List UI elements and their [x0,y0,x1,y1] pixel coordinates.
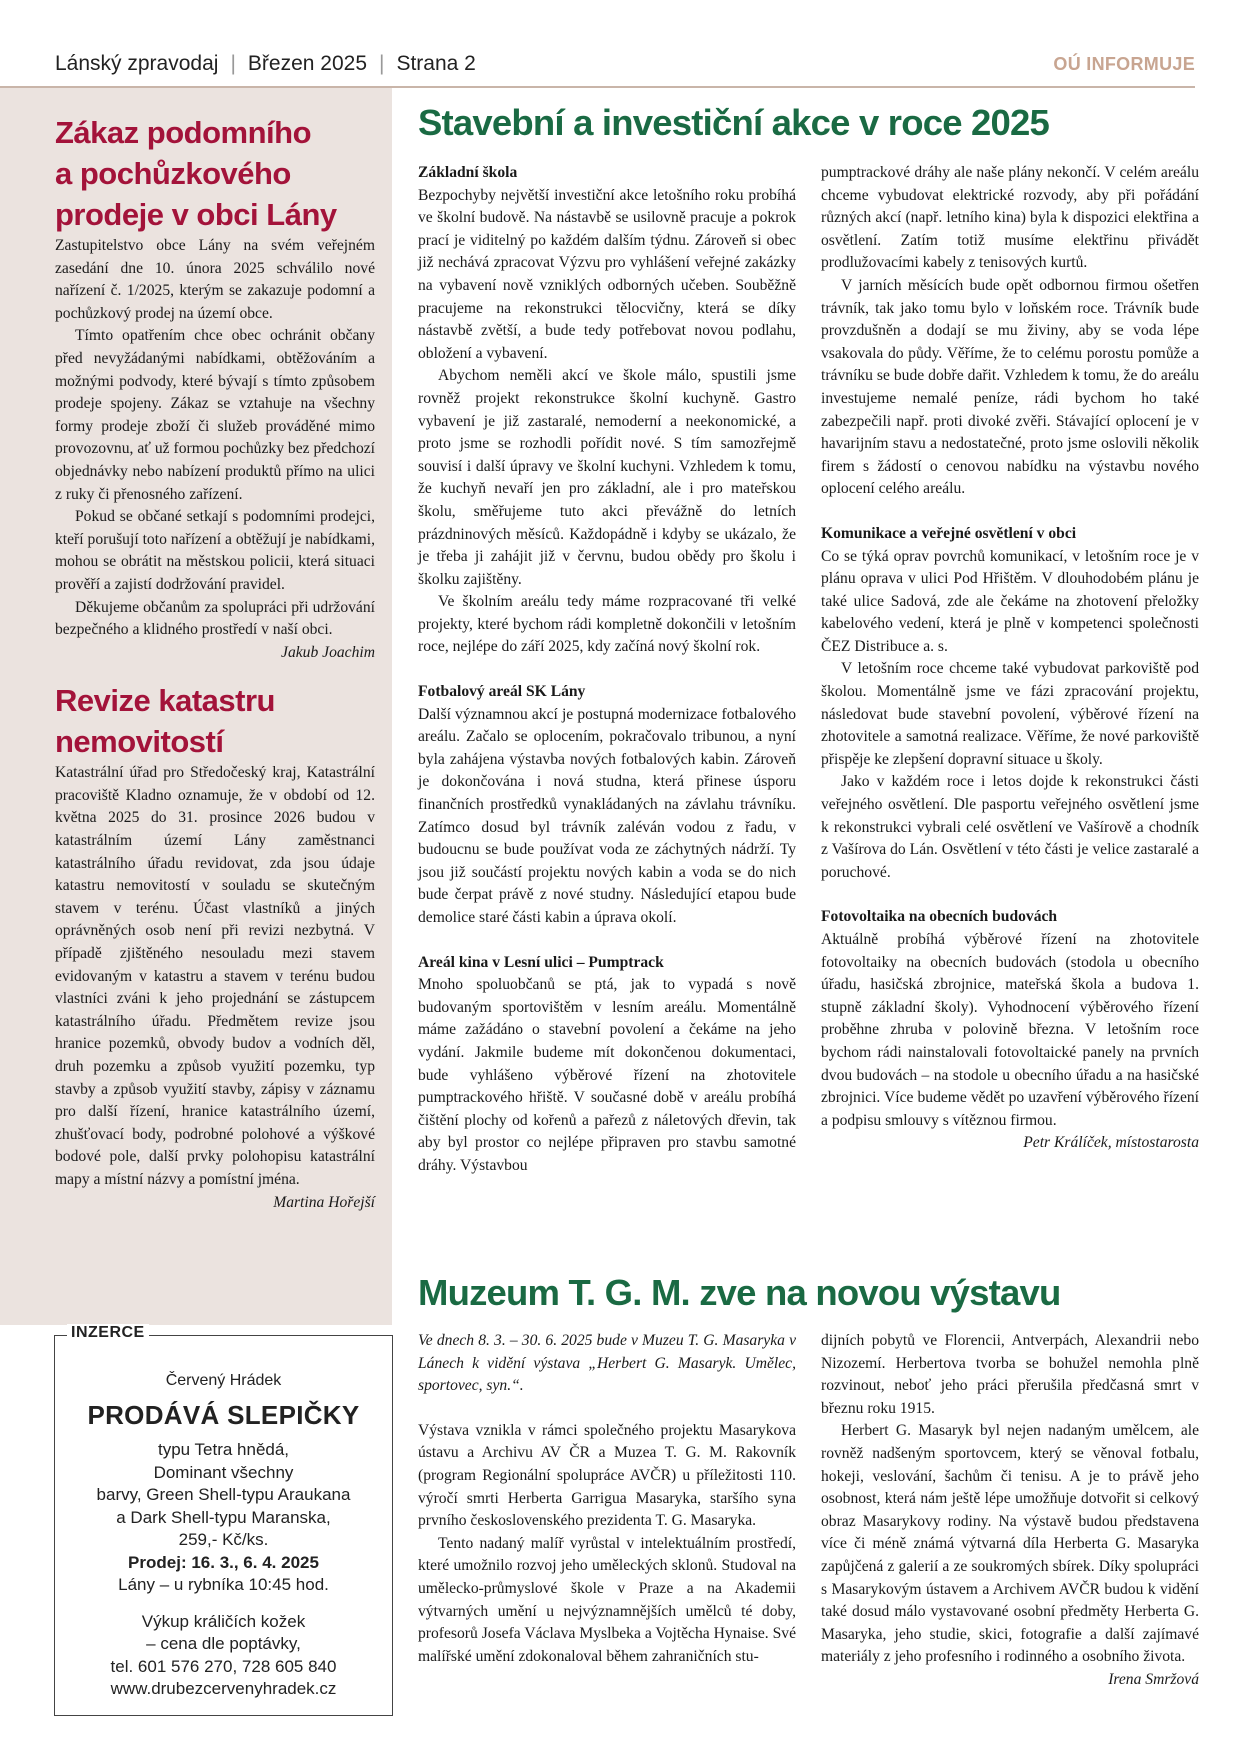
paragraph: Výstava vznikla v rámci společného projektu Masarykova ústavu a Archivu AV ČR a Muzea T. G. M. Rakovník (program Regionální spolupráce AVČR) u příležitosti 110. výročí smrti Herberta Garrigua Masaryka, staršího syna prvního československého prezidenta T. G. Masaryka. [418,1421,796,1530]
paragraph: Děkujeme občanům za spolupráci při udržování bezpečného a klidného prostředí v naší obci. [55,598,375,639]
header-separator: | [379,52,385,75]
section-heading: Fotbalový areál SK Lány [418,683,586,701]
section-heading: Areál kina v Lesní ulici – Pumptrack [418,953,664,971]
paragraph: Zastupitelstvo obce Lány na svém veřejném zasedání dne 10. února 2025 schválilo nové nařízení č. 1/2025, kterým se zakazuje podomní a pochůzkový prodej na území obce. [55,237,375,322]
publication-name: Lánský zpravodaj [55,52,219,75]
paragraph: V jarních měsících bude opět odbornou firmou ošetřen trávník, tak jako tomu bylo v loňském roce. Trávník bude provzdušněn a dodají se mu živiny, aby se voda lépe vsakovala do půdy. Věříme, že to celému porostu pomůže a trávníku se bude dobře dařit. Vzhledem k tomu, že do areálu investujeme nemalé peníze, rádi bychom ho také zabezpečili např. proti divoké zvěři. Stávající oplocení je v havarijním stavu a nedostatečné, proto jsme oslovili několik firem s žádostí o cenovou nabídku na výstavbu nového oplocení celého areálu. [821,276,1199,498]
paragraph: Mnoho spoluobčanů se ptá, jak to vypadá s nově budovaným sportovištěm v lesním areálu. Momentálně máme zažádáno o stavební povolení a čekáme na jeho vydání. Jakmile budeme mít dokončenou dokumentaci, bude vyhlášeno výběrové řízení na zhotovitele pumptrackového hřiště. V současné době v areálu probíhá čištění plochy od kořenů a pařezů z náletových dřevin, tak aby byl prostor co nejlépe připraven pro stavbu samotné dráhy. Výstavbou [418,976,796,1174]
section-heading: Fotovoltaika na obecních budovách [821,908,1058,926]
author: Irena Smržová [1108,1670,1199,1688]
section-heading: Základní škola [418,164,518,181]
article-title: Revize katastru nemovitostí [55,683,275,760]
paragraph: Ve školním areálu tedy máme rozpracované tři velké projekty, které bychom rádi kompletně dokončili v letošním roce, nejlépe do září 2025, kdy začíná nový školní rok. [418,593,796,656]
paragraph: Aktuálně probíhá výběrové řízení na zhotovitele fotovoltaiky na obecních budovách (stodola u obecního úřadu, hasičská zbrojnice, mateřská škola a budova 1. stupně základní školy). Vyhodnocení výběrového řízení proběhne zhruba v polovině března. V letošním roce bychom rádi nainstalovali fotovoltaické panely na prvních dvou budovách – na stodole u obecního úřadu a na hasičské zbrojnici. Více budeme vědět po uzavření výběrového řízení a podpisu smlouvy s vítěznou firmou. [821,931,1199,1129]
ad-headline: PRODÁVÁ SLEPIČKY [87,1400,360,1430]
paragraph: Tento nadaný malíř vyrůstal v intelektuálním prostředí, které umožnilo rozvoj jeho uměleckých sklonů. Studoval na umělecko-průmyslové škole v Praze a na Akademii výtvarných umění u nejvýznamnějších umělců té doby, profesorů Josefa Václava Myslbeka a Vojtěcha Hynaise. Své malířské umění zdokonaloval během zahraničních stu- [418,1534,796,1665]
article2-column1 [418,1330,796,1668]
ad-tag: INZERCE [67,1324,149,1342]
article-podomni-prodej [55,112,375,1214]
ad-body: typu Tetra hnědá, Dominant všechny barvy, Green Shell-typu Araukana a Dark Shell-typu Maranska, 259,- Kč/ks. Prodej: 16. 3., 6. 4. 2025 Lány – u rybníka 10:45 hod. [96,1440,351,1594]
author: Jakub Joachim [281,643,375,661]
paragraph: Tímto opatřením chce obec ochránit občany před nevyžádanými nabídkami, obtěžováním a možnými podvody, které bývají s tímto způsobem prodeje spojeny. Zákaz se vztahuje na všechny formy prodeje zboží či služeb prováděné mimo provozovnu, ať už formou pochůzky bez předchozí objednávky nebo nabízení produktů přímo na ulici z ruky či přenosného zařízení. [55,327,375,503]
lead-paragraph: Ve dnech 8. 3. – 30. 6. 2025 bude v Muzeu T. G. Masaryka v Lánech k vidění výstava „Herbert G. Masaryk. Umělec, sportovec, syn.“. [418,1332,796,1395]
paragraph: V letošním roce chceme také vybudovat parkoviště pod školou. Momentálně jsme ve fázi zpracování projektu, následovat bude stavební povolení, výběrové řízení na zhotovitele a samotná realizace. Věříme, že nové parkoviště přispěje ke zlepšení dopravní situace u školy. [821,660,1199,768]
paragraph: Bezpochyby největší investiční akce letošního roku probíhá ve školní budově. Na nástavbě se usilovně pracuje a pokrok prací je viditelný po každém dalším týdnu. Zároveň si obec již nechává zpracovat Výzvu pro vyhlášení veřejné zakázky na vybavení nově vzniklých odborných učeben. Souběžně pracujeme na rekonstrukci tělocvičny, která se díky nástavbě zvětší, a bude tedy potřebovat novou podlahu, obložení a vybavení. [418,186,796,362]
issue-date: Březen 2025 [247,52,367,75]
ad-contact: Výkup králičích kožek – cena dle poptávky, tel. 601 576 270, 728 605 840 www.drubezcervenyhradek.cz [55,1611,392,1701]
ad-location: Červený Hrádek [165,1372,282,1389]
paragraph: dijních pobytů ve Florencii, Antverpách, Alexandrii nebo Nizozemí. Herbertova tvorba se bohužel nemohla plně rozvinout, neboť jeho práci přerušila předčasná smrt v březnu roku 1915. [821,1332,1199,1417]
paragraph: Herbert G. Masaryk byl nejen nadaným umělcem, ale rovněž nadšeným sportovcem, který se věnoval fotbalu, hokeji, veslování, šachům či tenisu. A je to právě jeho osobnost, která nám ještě lépe umožňuje dotvořit si celkový obraz Masarykovy rodiny. Na výstavě budou představena více či méně známá výtvarná díla Herberta G. Masaryka zapůjčená z galerií a ze soukromých sbírek. Díky spolupráci s Masarykovým ústavem a Archivem AVČR budou k vidění také dosud málo vystavované osobní předměty Herberta G. Masaryka, jeho studie, skici, fotografie a další zajímavé materiály z jeho profesního i rodinného a osobního života. [821,1422,1199,1666]
article2-column2 [821,1330,1199,1692]
paragraph: Abychom neměli akcí ve škole málo, spustili jsme rovněž projekt rekonstrukce školní kuchyně. Gastro vybavení je již zastaralé, nemoderní a neekonomické, a proto jsme se rozhodli pořídit nové. S tím samozřejmě souvisí i další úpravy ve školní kuchyni. Vzhledem k tomu, že kuchyň nevaří jen pro základní, ale i pro mateřskou školu, směřujeme tuto akci převážně do letních prázdninových měsíců. Každopádně i kdyby se ukázalo, že je třeba ji zahájit již v červnu, budou obědy pro školu i školku zajištěny. [418,367,796,588]
paragraph: pumptrackové dráhy ale naše plány nekončí. V celém areálu chceme vybudovat elektrické rozvody, aby při pořádání různých akcí (např. letního kina) byla k dispozici elektřina a osvětlení. Zatím totiž musíme elektřinu přivádět prodlužovacími kabely z tenisových kurtů. [821,164,1199,272]
article1-column2 [821,162,1199,1155]
paragraph: Pokud se občané setkají s podomními prodejci, kteří porušují toto nařízení a obtěžují je nabídkami, mohou se obrátit na městskou policii, která situaci prověří a zajistí dodržování pravidel. [55,508,375,593]
paragraph: Co se týká oprav povrchů komunikací, v letošním roce je v plánu oprava v ulici Pod Hřištěm. V dlouhodobém plánu je také ulice Sadová, zde ale čekáme na zhotovení přeložky kabelového vedení, která je plně v kompetenci společnosti ČEZ Distribuce a. s. [821,547,1199,655]
paragraph: Katastrální úřad pro Středočeský kraj, Katastrální pracoviště Kladno oznamuje, že v období od 12. května 2025 do 31. prosince 2026 budou v katastrálním území Lány zaměstnanci katastrálního úřadu revidovat, zda jsou údaje katastru nemovitostí v souladu se skutečným stavem v terénu. Účast vlastníků a jiných oprávněných osob není při revizi nezbytná. V případě zjištěného nesouladu mezi stavem evidovaným v katastru a stavem v terénu budou vlastníci zváni k jeho projednání se zástupcem katastrálního úřadu. Předmětem revize jsou hranice pozemků, obvody budov a vodních děl, druh pozemku a způsob využití pozemku, typ stavby a způsob využití stavby, zápisy v záznamu pro další řízení, hranice katastrálního území, zhušťovací body, podrobné polohové a výškové bodové pole, další prvky polohopisu katastrální mapy a místní názvy a pomístní jména. [55,764,375,1188]
page-header [55,52,476,76]
advertisement-box [54,1324,393,1716]
section-heading: Komunikace a veřejné osvětlení v obci [821,524,1077,542]
museum-article-title: Muzeum T. G. M. zve na novou výstavu [418,1272,1061,1313]
article-title: Zákaz podomního a pochůzkového prodeje v obci Lány [55,115,337,232]
author: Martina Hořejší [273,1193,375,1211]
paragraph: Jako v každém roce i letos dojde k rekonstrukci části veřejného osvětlení. Dle pasportu veřejného osvětlení jsme k rekonstrukci vybrali celé osvětlení ve Vašírově a chodník z Vašírova do Lán. Osvětlení v této části je velice zastaralé a poruchové. [821,773,1199,881]
main-article-title: Stavební a investiční akce v roce 2025 [418,102,1050,143]
article1-column1 [418,162,796,1178]
header-separator: | [230,52,236,75]
author: Petr Králíček, místostarosta [1023,1134,1199,1152]
paragraph: Další významnou akcí je postupná modernizace fotbalového areálu. Začalo se oplocením, pokračovalo tribunou, a nyní byla zahájena výstavba nových fotbalových kabin. Zároveň je dokončována i nová studna, která přinese úsporu finančních prostředků vynakládaných na závlahu trávníku. Zatímco dosud byl trávník zaléván vodou z řadu, v budoucnu se bude používat voda ze záchytných nádrží. Ty jsou již součástí projektu nových kabin a voda se do nich bude čerpat právě z nové studny. Následující etapou bude demolice staré části kabin a úprava okolí. [418,705,796,926]
ad-website: www.drubezcervenyhradek.cz [110,1679,337,1698]
section-label: OÚ INFORMUJE [1053,54,1195,74]
page-number: Strana 2 [396,52,476,75]
